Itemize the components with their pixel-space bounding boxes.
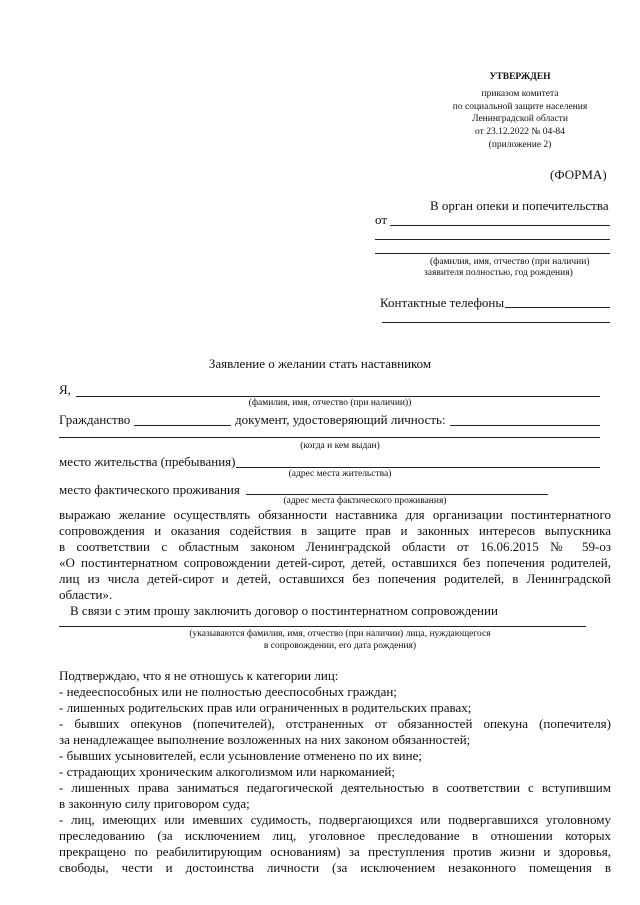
- actual-label: место фактического проживания: [59, 482, 240, 497]
- residence-line[interactable]: [236, 467, 600, 468]
- approval-title: УТВЕРЖДЕН: [489, 72, 551, 82]
- list-item: - бывших опекунов (попечителей), отстраненных от обязанностей опекуна (попечителя): [59, 716, 611, 731]
- fio-hint: (фамилия, имя, отчество (при наличии)): [248, 398, 412, 408]
- list-item: - страдающих хроническим алкоголизмом или наркоманией;: [59, 764, 396, 779]
- addressee-name-hint: (фамилия, имя, отчество (при наличии): [430, 257, 590, 267]
- list-item: - лишенных родительских прав или ограниченных в родительских правах;: [59, 700, 472, 715]
- list-item-cont: прекращено по реабилитирующим основаниям) за преступления против жизни и здоровья,: [59, 844, 611, 859]
- body-line: области».: [59, 587, 113, 602]
- form-label: (ФОРМА): [550, 167, 607, 182]
- doc-title: Заявление о желании стать наставником: [208, 356, 432, 371]
- list-item-cont: в законную силу приговором суда;: [59, 796, 250, 811]
- fio-line[interactable]: [76, 396, 600, 397]
- list-item: - бывших усыновителей, если усыновление отменено по их вине;: [59, 748, 422, 763]
- approval-line: приказом комитета: [481, 89, 559, 99]
- contract-request: В связи с этим прошу заключить договор о постинтернатном сопровождении: [70, 603, 498, 618]
- list-item-cont: свободы, чести и достоинства личности (за исключением незаконного помещения в: [59, 860, 611, 875]
- body-line: в соответствии с областным законом Ленинградской области от 16.06.2015 № 59-оз: [59, 539, 611, 554]
- residence-hint: (адрес места жительства): [288, 469, 392, 479]
- phones-line[interactable]: [505, 307, 610, 308]
- id-doc-line[interactable]: [450, 425, 600, 426]
- body-line: сопровождения и оказания содействия в защите прав и законных интересов выпускника: [59, 523, 611, 538]
- addressee-name-hint-2: заявителя полностью, год рождения): [424, 268, 573, 278]
- contract-hint-2: в сопровождении, его дата рождения): [263, 641, 417, 651]
- list-item-cont: за ненадлежащее выполнение возложенных на них законом обязанностей;: [59, 732, 471, 747]
- actual-line[interactable]: [246, 494, 548, 495]
- i-label: Я,: [59, 382, 71, 397]
- list-item: - недееспособных или не полностью дееспособных граждан;: [59, 684, 397, 699]
- addressee-line-3[interactable]: [375, 253, 610, 254]
- residence-label: место жительства (пребывания): [59, 454, 236, 469]
- list-item: - лиц, имеющих или имевших судимость, подвергающихся или подвергавшихся уголовному: [59, 812, 611, 827]
- citizenship-line[interactable]: [134, 425, 231, 426]
- phones-line-2[interactable]: [382, 322, 610, 323]
- addressee-from-label: от: [375, 212, 388, 227]
- body-line: выражаю желание осуществлять обязанности наставника для организации постинтернатного: [59, 507, 611, 522]
- id-doc-line-2[interactable]: [59, 437, 600, 438]
- contract-person-line[interactable]: [59, 626, 586, 627]
- approval-line: по социальной защите населения: [452, 102, 588, 112]
- phones-label: Контактные телефоны: [380, 295, 505, 310]
- addressee-line-2[interactable]: [375, 239, 610, 240]
- confirm-heading: Подтверждаю, что я не отношусь к категории лиц:: [59, 668, 339, 683]
- citizenship-label: Гражданство: [59, 412, 131, 427]
- approval-line: (приложение 2): [488, 140, 552, 150]
- actual-hint: (адрес места фактического проживания): [283, 496, 447, 506]
- list-item: - лишенных права заниматься педагогической деятельностью в соответствии с вступившим: [59, 780, 611, 795]
- issued-hint: (когда и кем выдан): [300, 441, 380, 451]
- body-line: лиц из числа детей-сирот и детей, оставшихся без попечения родителей, в Ленинградской: [59, 571, 611, 586]
- addressee-to: В орган опеки и попечительства: [430, 198, 609, 213]
- id-doc-label: документ, удостоверяющий личность:: [235, 412, 446, 427]
- approval-line: Ленинградской области: [472, 114, 568, 124]
- addressee-from-line[interactable]: [390, 225, 610, 226]
- approval-line: от 23.12.2022 № 04-84: [475, 127, 565, 137]
- list-item-cont: преследованию (за исключением лиц, уголовное преследование в отношении которых: [59, 828, 611, 843]
- contract-hint-1: (указываются фамилия, имя, отчество (при наличии) лица, нуждающегося: [189, 629, 491, 639]
- body-line: «О постинтернатном сопровождении детей-сирот, детей, оставшихся без попечения родителей,: [59, 555, 611, 570]
